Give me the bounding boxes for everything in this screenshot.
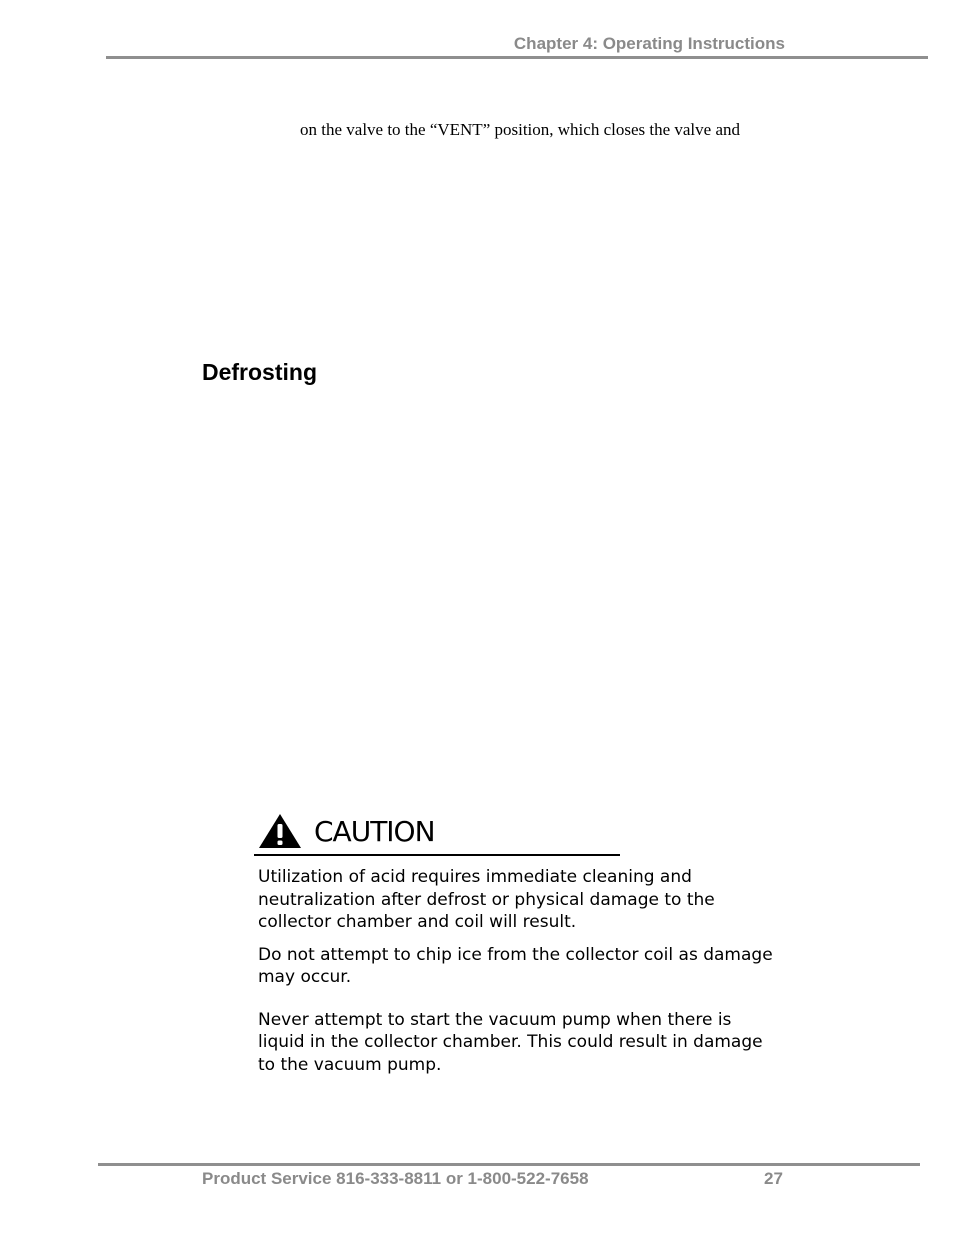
continuation-text: on the valve to the “VENT” position, which closes the valve and	[300, 120, 740, 139]
section-heading-defrosting: Defrosting	[202, 359, 317, 385]
header-rule	[106, 56, 928, 59]
footer-rule	[98, 1163, 920, 1166]
page-number: 27	[764, 1169, 783, 1188]
caution-label: CAUTION	[314, 815, 435, 848]
chapter-title: Chapter 4: Operating Instructions	[513, 34, 785, 53]
caution-paragraph: Utilization of acid requires immediate cleaning and neutralization after defrost or physical damage to the collector chamber and coil will result.	[258, 867, 715, 932]
footer-service-text: Product Service 816-333-8811 or 1-800-522-7658	[202, 1169, 589, 1188]
caution-box	[254, 812, 774, 1076]
caution-paragraph: Do not attempt to chip ice from the collector coil as damage may occur.	[258, 944, 773, 987]
caution-header	[254, 812, 620, 856]
caution-paragraph: Never attempt to start the vacuum pump when there is liquid in the collector chamber. This could result in damage to the vacuum pump.	[258, 1009, 763, 1075]
warning-triangle-icon	[258, 813, 302, 849]
